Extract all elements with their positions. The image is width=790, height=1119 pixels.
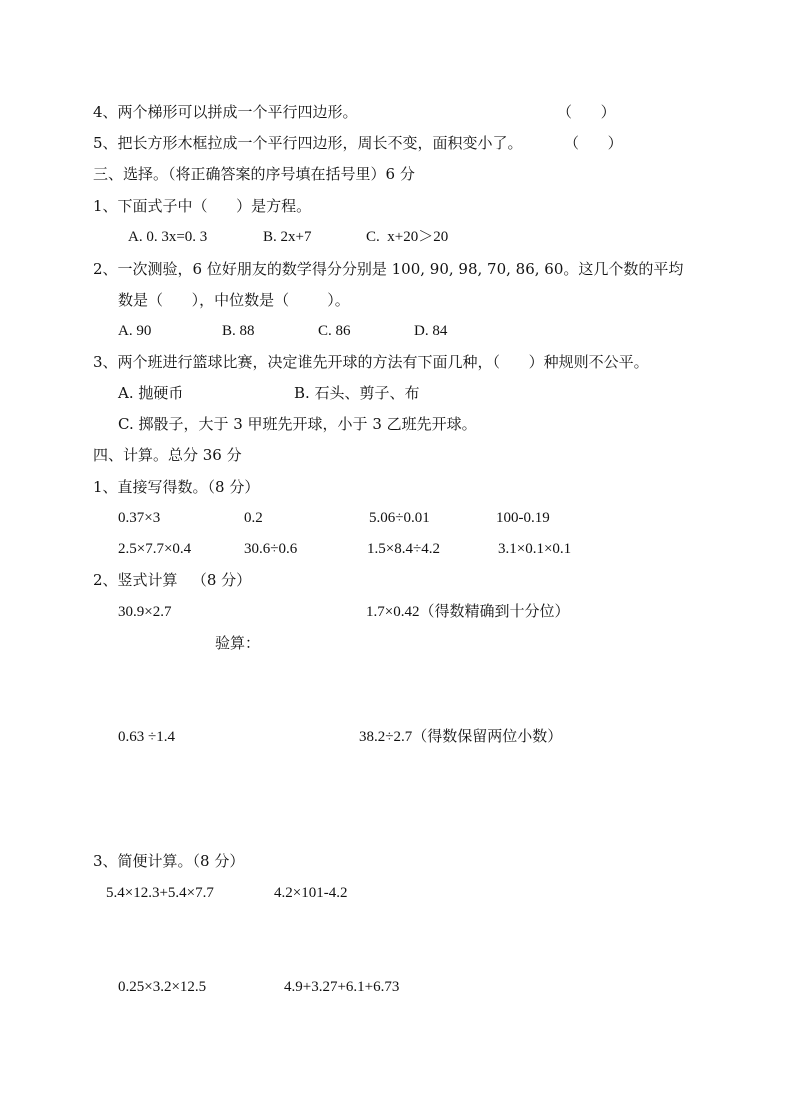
choice-q1-text: 1、下面式子中（ ）是方程。 xyxy=(93,197,312,215)
calc-q2-item-b: 1.7×0.42（得数精确到十分位） xyxy=(366,604,570,620)
calc-q3-item-c: 0.25×3.2×12.5 xyxy=(118,979,207,995)
calc-q1-item: 3.1×0.1×0.1 xyxy=(498,541,572,557)
choice-q2-option-c: C. 86 xyxy=(318,323,351,339)
choice-q2-text-cont: 数是（ ），中位数是（ ）。 xyxy=(118,291,350,309)
choice-q2-option-a: A. 90 xyxy=(118,323,152,339)
calc-q1-item: 1.5×8.4÷4.2 xyxy=(367,541,440,557)
calc-q1-item: 5.06÷0.01 xyxy=(369,510,430,526)
calc-q1-title: 1、直接写得数。（8 分） xyxy=(93,478,260,496)
calc-q3-title: 3、简便计算。（8 分） xyxy=(93,852,245,870)
choice-q3-option-a: A. 抛硬币 xyxy=(118,384,184,402)
calc-q3-item-b: 4.2×101-4.2 xyxy=(274,885,348,901)
calc-q1-item: 0.2 xyxy=(244,510,263,526)
section4-title: 四、计算。总分 36 分 xyxy=(93,446,242,464)
calc-q1-item: 2.5×7.7×0.4 xyxy=(118,541,192,557)
calc-q2-item-d: 38.2÷2.7（得数保留两位小数） xyxy=(359,729,563,745)
calc-q3-item-d: 4.9+3.27+6.1+6.73 xyxy=(284,979,400,995)
choice-q2-option-d: D. 84 xyxy=(414,323,448,339)
choice-q3-text: 3、两个班进行篮球比赛，决定谁先开球的方法有下面几种，（ ）种规则不公平。 xyxy=(93,353,649,371)
calc-q2-title: 2、竖式计算 （8 分） xyxy=(93,571,252,589)
calc-q3-item-a: 5.4×12.3+5.4×7.7 xyxy=(106,885,214,901)
calc-q2-check-label: 验算： xyxy=(215,634,261,652)
calc-q2-item-c: 0.63 ÷1.4 xyxy=(118,729,175,745)
choice-q2-option-b: B. 88 xyxy=(222,323,255,339)
section3-title: 三、选择。（将正确答案的序号填在括号里）6 分 xyxy=(93,165,415,183)
calc-q2-item-a: 30.9×2.7 xyxy=(118,604,172,620)
choice-q3-option-b: B. 石头、剪子、布 xyxy=(294,384,420,402)
choice-q2-text: 2、一次测验，6 位好朋友的数学得分分别是 100, 90, 98, 70, 86, 60。这几个数的平均 xyxy=(93,260,684,278)
calc-q1-item: 30.6÷0.6 xyxy=(244,541,298,557)
choice-q3-option-c: C. 掷骰子，大于 3 甲班先开球，小于 3 乙班先开球。 xyxy=(118,415,477,433)
choice-q1-option-a: A. 0. 3x=0. 3 xyxy=(128,229,208,245)
judge-q4-text: 4、两个梯形可以拼成一个平行四边形。 xyxy=(93,103,358,121)
judge-q5-text: 5、把长方形木框拉成一个平行四边形，周长不变，面积变小了。 xyxy=(93,134,523,152)
choice-q1-option-c: C. x+20＞20 xyxy=(366,229,449,245)
judge-q4-answer-paren[interactable]: （ ） xyxy=(557,103,616,121)
calc-q1-item: 100-0.19 xyxy=(496,510,550,526)
choice-q1-option-b: B. 2x+7 xyxy=(263,229,312,245)
calc-q1-item: 0.37×3 xyxy=(118,510,161,526)
judge-q5-answer-paren[interactable]: （ ） xyxy=(564,134,623,152)
